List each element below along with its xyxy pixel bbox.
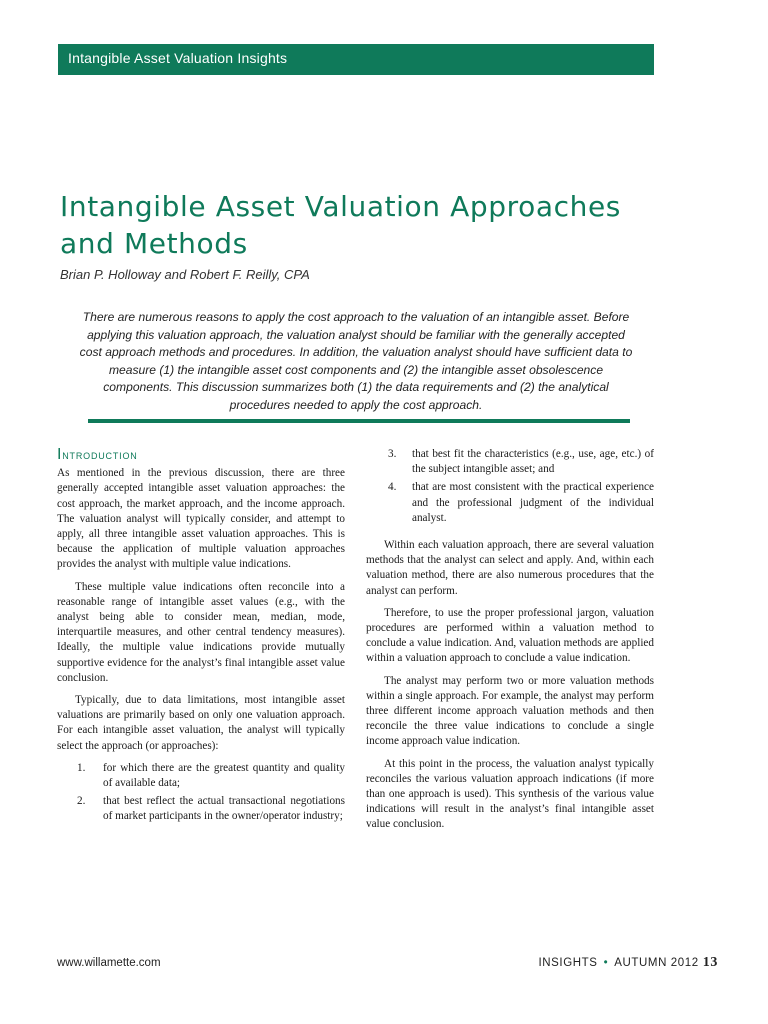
section-heading-introduction	[57, 447, 345, 462]
page-number: 13	[702, 955, 718, 970]
paragraph: At this point in the process, the valuation analyst typically reconciles the various valuation approach indications (if more than one approach is used). This synthesis of the various value indications will result in the analyst’s final intangible asset value conclusion.	[366, 757, 654, 831]
list-number: 3.	[388, 448, 397, 460]
footer-website: www.willamette.com	[57, 957, 161, 969]
list-number: 1.	[77, 761, 86, 774]
title-line-1: Intangible Asset Valuation Approaches	[60, 190, 621, 223]
title-line-2: and Methods	[60, 227, 248, 260]
footer-publication: INSIGHTS	[538, 957, 598, 969]
list-item	[57, 761, 345, 791]
paragraph: These multiple value indications often reconcile into a reasonable range of intangible asset values (e.g., with the analyst being able to consider mean, median, mode, interquartile measures, and other central tendency measures). Ideally, the multiple value indications provide mutually supportive evidence for the analyst’s final intangible asset value conclusion.	[57, 580, 345, 684]
list-text: for which there are the greatest quantity and quality of available data;	[103, 761, 345, 790]
left-column	[57, 447, 345, 832]
list-text: that best reflect the actual transactional negotiations of market participants in the owner/operator industry;	[103, 795, 345, 823]
criteria-list	[57, 761, 345, 825]
banner-title: Intangible Asset Valuation Insights	[68, 50, 288, 66]
list-number: 2.	[77, 795, 86, 808]
footer-separator: •	[603, 957, 609, 969]
list-text: that are most consistent with the practical experience and the professional judgment of the individual analyst.	[412, 481, 654, 524]
criteria-list-continued	[366, 447, 654, 526]
list-item	[366, 480, 654, 526]
paragraph: As mentioned in the previous discussion, there are three generally accepted intangible asset valuation approaches: the cost approach, the market approach, and the income approach. The valuation analyst will typically consider, and attempt to apply, all three intangible asset valuation approaches. This is because the application of multiple valuation approaches provides the analyst with multiple value indications.	[57, 467, 345, 571]
list-text: that best fit the characteristics (e.g., use, age, etc.) of the subject intangible asset; and	[412, 448, 654, 476]
abstract-divider	[88, 419, 630, 423]
footer-issue-info	[538, 955, 718, 971]
paragraph: Within each valuation approach, there are several valuation methods that the analyst can select and apply. And, within each valuation method, there are also numerous procedures that the analyst can perform.	[366, 539, 654, 597]
heading-initial: I	[57, 446, 63, 463]
section-banner	[58, 44, 654, 75]
list-number: 4.	[388, 481, 397, 494]
footer-issue: AUTUMN 2012	[614, 957, 699, 969]
article-authors: Brian P. Holloway and Robert F. Reilly, CPA	[60, 267, 310, 282]
article-abstract: There are numerous reasons to apply the cost approach to the valuation of an intangible asset. Before applying this valuation approach, the valuation analyst should be familiar with the generally accepted cost approach methods and procedures. In addition, the valuation analyst should have sufficient data to measure (1) the intangible asset cost components and (2) the intangible asset obsolescence components. This discussion summarizes both (1) the data requirements and (2) the analytical procedures needed to apply the cost approach.	[79, 310, 633, 412]
paragraph: The analyst may perform two or more valuation methods within a single approach. For example, the analyst may perform three different income approach valuation methods and then reconcile the three value indications to conclude a single income approach value indication.	[366, 674, 654, 748]
list-item	[366, 447, 654, 477]
heading-rest: ntroduction	[62, 447, 138, 462]
paragraph: Typically, due to data limitations, most intangible asset valuations are primarily based on only one valuation approach. For each intangible asset valuation, the analyst will typically select the approach (or approaches):	[57, 694, 345, 752]
list-item	[57, 794, 345, 824]
article-title	[60, 188, 700, 262]
right-column	[366, 447, 654, 840]
paragraph: Therefore, to use the proper professional jargon, valuation procedures are performed within a valuation method to conclude a value indication. And, valuation methods are applied within a valuation approach to conclude a value indication.	[366, 606, 654, 665]
